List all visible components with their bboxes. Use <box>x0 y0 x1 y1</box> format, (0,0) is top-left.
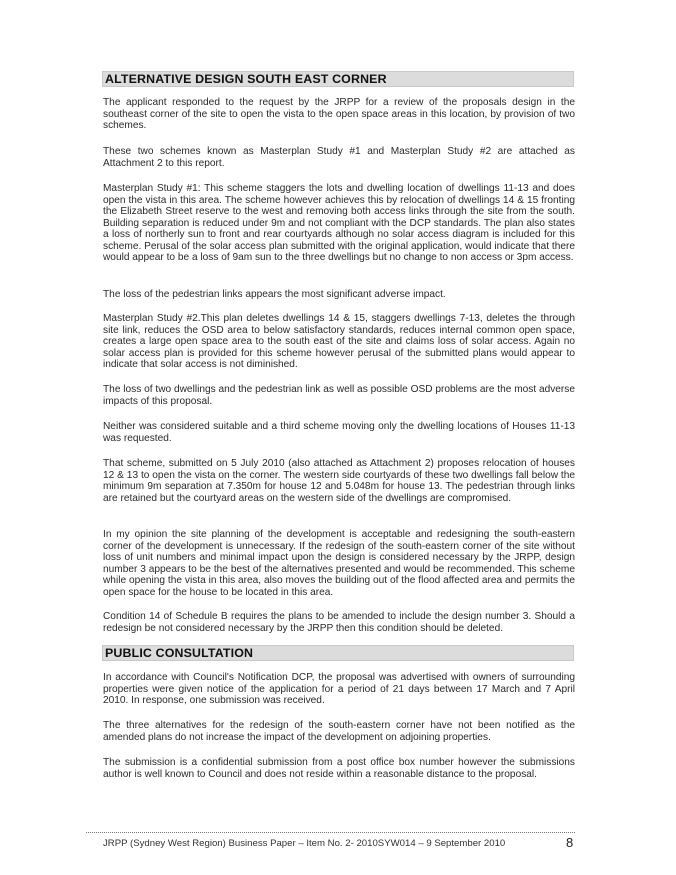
paragraph: Condition 14 of Schedule B requires the plans to be amended to include the design number 3. Should a redesign be not considered necessary by the JRPP then this condition should be deleted. <box>103 611 575 634</box>
paragraph: These two schemes known as Masterplan Study #1 and Masterplan Study #2 are attached as Attachment 2 to this report. <box>103 146 575 169</box>
paragraph: In accordance with Council's Notification DCP, the proposal was advertised with owners of surrounding properties were given notice of the application for a period of 21 days between 17 March and 7 April 2010. In response, one submission was received. <box>103 672 575 706</box>
footer-divider <box>86 832 575 833</box>
section-heading-text: PUBLIC CONSULTATION <box>105 646 254 660</box>
paragraph: The submission is a confidential submission from a post office box number however the submissions author is well known to Council and does not reside within a reasonable distance to the proposal. <box>103 757 575 780</box>
paragraph: Masterplan Study #2.This plan deletes dwellings 14 & 15, staggers dwellings 7-13, deletes the through site link, reduces the OSD area to below satisfactory standards, reduces internal common open space, creates a large open space area to the south east of the site and claims loss of solar access. Again no solar access plan is provided for this scheme however perusal of the submitted plans would appear to indicate that solar access is not diminished. <box>103 313 575 370</box>
paragraph: The applicant responded to the request by the JRPP for a review of the proposals design in the southeast corner of the site to open the vista to the open space areas in this location, by provision of two schemes. <box>103 97 575 131</box>
section-heading-public-consultation <box>102 645 574 661</box>
paragraph: Masterplan Study #1: This scheme staggers the lots and dwelling location of dwellings 11-13 and does open the vista in this area. The scheme however achieves this by relocation of dwellings 14 & 15 fronting the Elizabeth Street reserve to the west and removing both access links through the site from the south. Building separation is reduced under 9m and not compliant with the DCP standards. The plan also states a loss of northerly sun to front and rear courtyards although no solar access diagram is included for this scheme. Perusal of the solar access plan submitted with the original application, would indicate that there would appear to be a loss of 9am sun to the three dwellings but no change to non access or 3pm access. <box>103 183 575 263</box>
footer-text: JRPP (Sydney West Region) Business Paper – Item No. 2- 2010SYW014 – 9 September 2010 <box>103 838 506 849</box>
paragraph: The loss of two dwellings and the pedestrian link as well as possible OSD problems are the most adverse impacts of this proposal. <box>103 384 575 407</box>
section-heading-alternative-design <box>102 71 574 87</box>
page-number: 8 <box>566 835 574 850</box>
section-heading-text: ALTERNATIVE DESIGN SOUTH EAST CORNER <box>105 72 387 86</box>
paragraph: Neither was considered suitable and a third scheme moving only the dwelling locations of Houses 11-13 was requested. <box>103 421 575 444</box>
paragraph: The loss of the pedestrian links appears the most significant adverse impact. <box>103 289 446 300</box>
paragraph: The three alternatives for the redesign of the south-eastern corner have not been notified as the amended plans do not increase the impact of the development on adjoining properties. <box>103 720 575 743</box>
paragraph: That scheme, submitted on 5 July 2010 (also attached as Attachment 2) proposes relocation of houses 12 & 13 to open the vista on the corner. The western side courtyards of these two dwellings fall below the minimum 9m separation at 7.350m for house 12 and 5.048m for house 13. The pedestrian through links are retained but the courtyard areas on the western side of the dwellings are compromised. <box>103 458 575 504</box>
paragraph: In my opinion the site planning of the development is acceptable and redesigning the south-eastern corner of the development is unnecessary. If the redesign of the south-eastern corner of the site without loss of unit numbers and minimal impact upon the design is considered necessary by the JRPP, design number 3 appears to be the best of the alternatives presented and would be recommended. This scheme while opening the vista in this area, also moves the building out of the flood affected area and permits the open space for the house to be located in this area. <box>103 529 575 598</box>
